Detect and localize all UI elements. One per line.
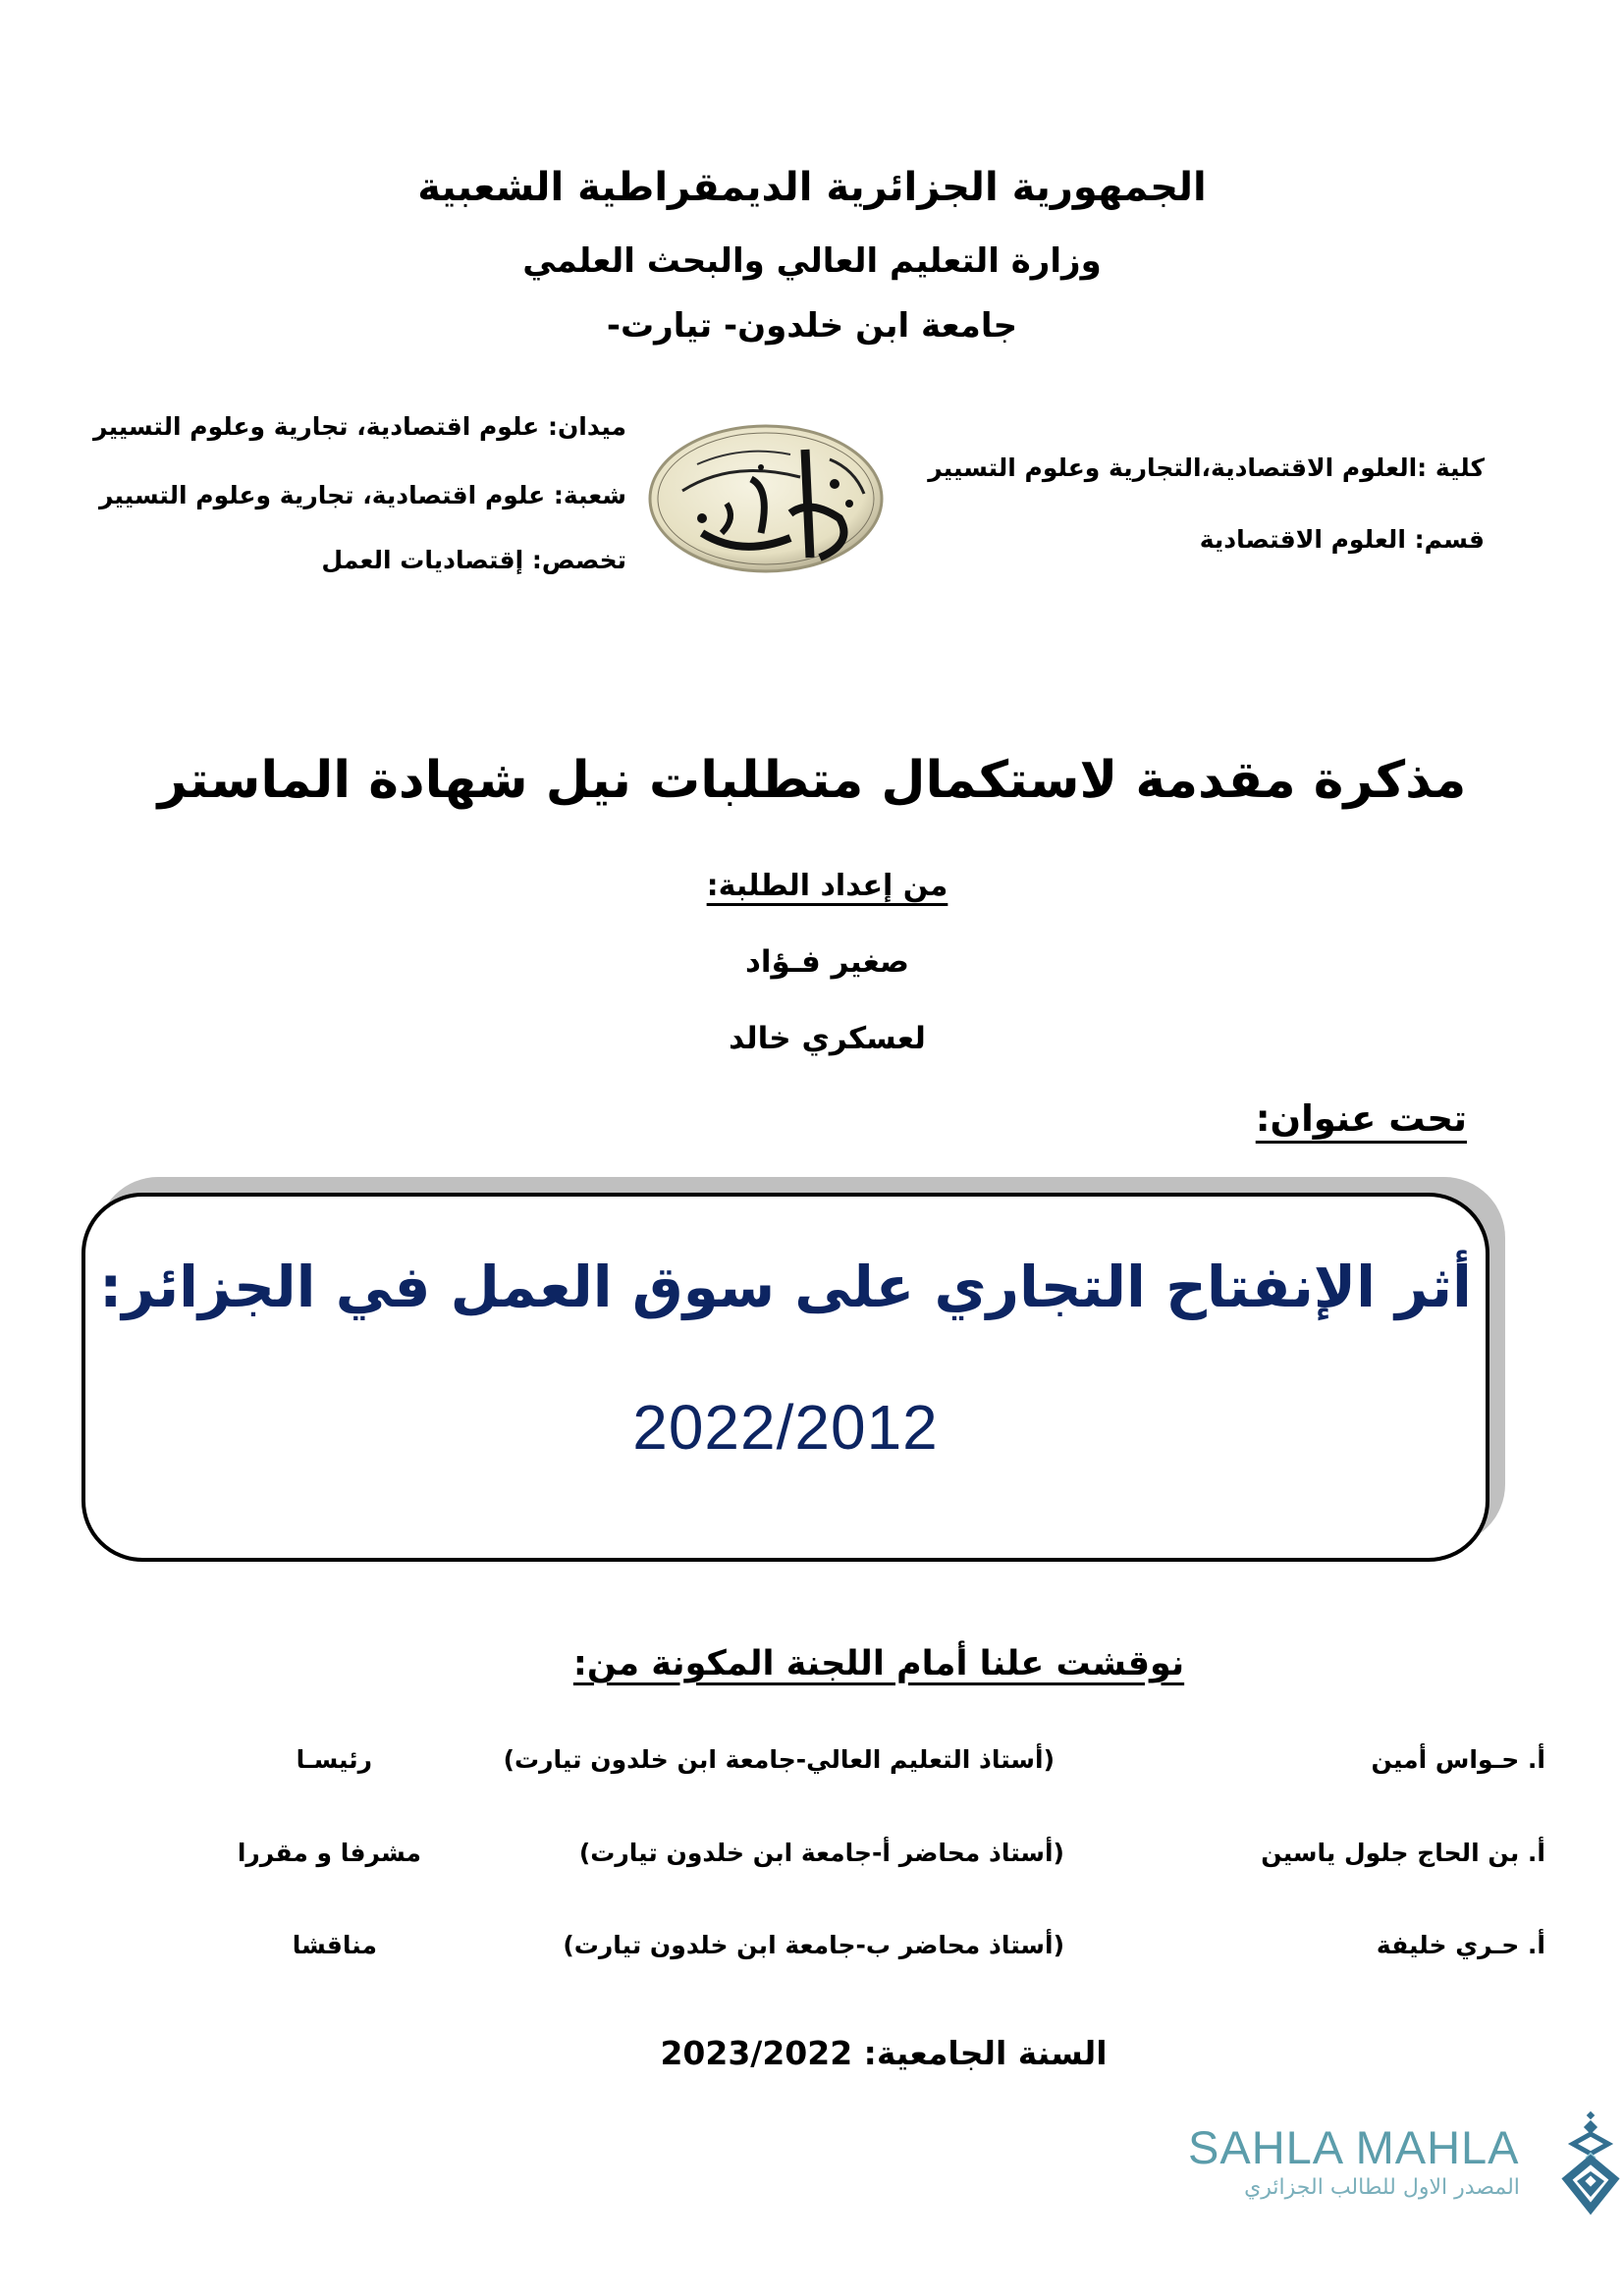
- academic-year: السنة الجامعية: 2023/2022: [660, 2034, 1108, 2072]
- branch-label: شعبة: علوم اقتصادية، تجارية وعلوم التسيير: [98, 481, 626, 509]
- student-name: لعسكري خالد: [729, 1021, 926, 1056]
- committee-member-row: [0, 1745, 1624, 1794]
- watermark-tagline: المصدر الاول للطالب الجزائري: [1244, 2175, 1520, 2200]
- thesis-period: 2022/2012: [632, 1392, 939, 1463]
- thesis-purpose-heading: مذكرة مقدمة لاستكمال متطلبات نيل شهادة الماستر: [157, 751, 1467, 810]
- watermark-brand: SAHLA MAHLA: [1188, 2121, 1520, 2173]
- prepared-by-label: من إعداد الطلبة:: [706, 869, 948, 903]
- republic-heading: الجمهورية الجزائرية الديمقراطية الشعبية: [417, 165, 1207, 210]
- member-name: أ. حـري خليفة: [1376, 1931, 1545, 1959]
- member-rank: (أستاذ التعليم العالي-جامعة ابن خلدون تيارت): [503, 1745, 1055, 1774]
- university-seal-logo-icon: [643, 420, 889, 575]
- member-name: أ. بن الحاج جلول ياسين: [1261, 1839, 1545, 1867]
- member-role: رئيسـا: [296, 1745, 372, 1774]
- field-label: ميدان: علوم اقتصادية، تجارية وعلوم التسيير: [93, 412, 626, 441]
- specialty-label: تخصص: إقتصاديات العمل: [321, 546, 626, 574]
- faculty-label: كلية :العلوم الاقتصادية،التجارية وعلوم التسيير: [928, 454, 1485, 482]
- member-name: أ. حـواس أمين: [1371, 1745, 1545, 1774]
- member-rank: (أستاذ محاضر أ-جامعة ابن خلدون تيارت): [578, 1839, 1064, 1867]
- sahla-mahla-watermark: [1173, 2110, 1620, 2218]
- department-label: قسم: العلوم الاقتصادية: [1199, 525, 1485, 554]
- member-role: مشرفا و مقررا: [237, 1839, 421, 1867]
- committee-header: نوقشت علنا أمام اللجنة المكونة من:: [572, 1644, 1185, 1683]
- committee-member-row: [0, 1839, 1624, 1888]
- committee-member-row: [0, 1931, 1624, 1980]
- ministry-heading: وزارة التعليم العالي والبحث العلمي: [522, 241, 1102, 281]
- member-role: مناقشا: [292, 1931, 377, 1959]
- student-name: صغير فـؤاد: [744, 944, 910, 980]
- sahla-mahla-logo-icon: [1561, 2110, 1620, 2218]
- university-heading: جامعة ابن خلدون- تيارت-: [606, 306, 1018, 346]
- member-rank: (أستاذ محاضر ب-جامعة ابن خلدون تيارت): [563, 1931, 1064, 1959]
- thesis-title-box: [81, 1193, 1489, 1562]
- thesis-title: أثر الإنفتاح التجاري على سوق العمل في الجزائر:: [99, 1254, 1472, 1320]
- under-title-label: تحت عنوان:: [1255, 1097, 1467, 1140]
